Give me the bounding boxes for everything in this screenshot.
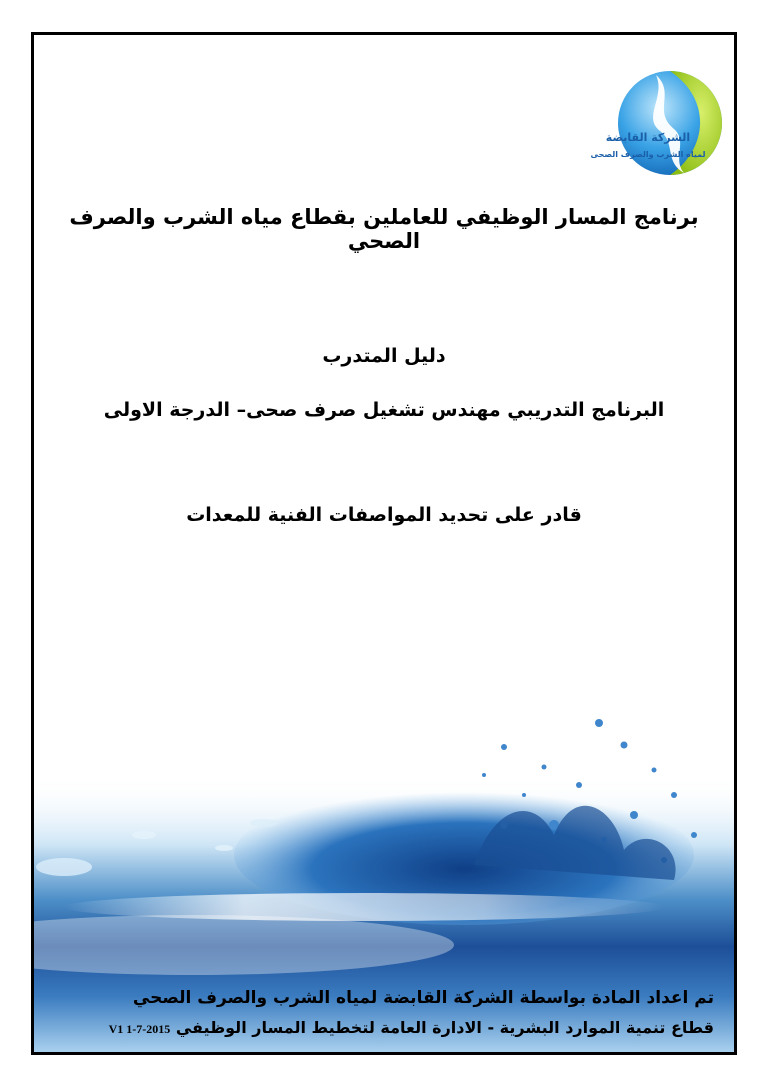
footer-sector <box>64 1018 714 1037</box>
training-program-title: البرنامج التدريبي مهندس تشغيل صرف صحى– الدرجة الاولى <box>103 399 665 421</box>
footer-sector-text: قطاع تنمية الموارد البشرية - الادارة العامة لتخطيط المسار الوظيفي <box>175 1018 714 1037</box>
competency-title: قادر على تحديد المواصفات الفنية للمعدات <box>186 504 582 526</box>
page-border <box>31 32 737 1055</box>
footer-prepared-by: تم اعداد المادة بواسطة الشركة القابضة لمياه الشرب والصرف الصحي <box>132 988 714 1008</box>
program-title: برنامج المسار الوظيفي للعاملين بقطاع مياه الشرب والصرف الصحي <box>69 205 699 253</box>
company-logo <box>556 71 728 181</box>
guide-title: دليل المتدرب <box>322 345 446 367</box>
logo-name-line1: الشركة القابضة <box>605 131 691 144</box>
footer-version: V1 1-7-2015 <box>108 1022 171 1036</box>
logo-name-line2: لمياه الشرب والصرف الصحى <box>590 150 706 159</box>
